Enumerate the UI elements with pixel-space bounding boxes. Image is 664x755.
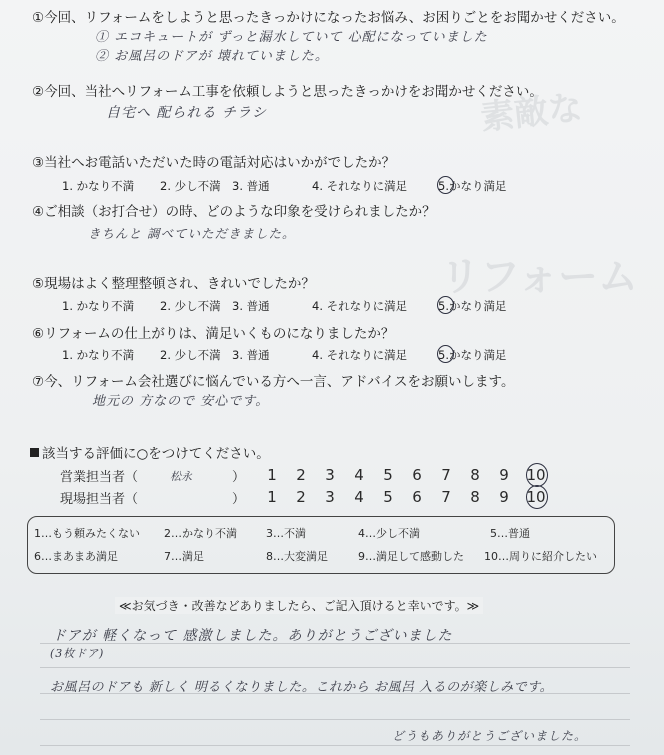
- comment-line-1-note: (3枚ドア): [50, 647, 105, 660]
- rating-paren-close: ）: [232, 492, 246, 507]
- option-q3-1[interactable]: 1. かなり不満: [62, 179, 135, 193]
- rating-label-sales: 営業担当者（: [60, 470, 139, 485]
- comments-banner-text: ≪お気づき・改善などありましたら、ご記入頂けると幸いです。≫: [115, 597, 483, 614]
- question-4: ④ご相談（お打合せ）の時、どのような印象を受けられましたか？: [32, 204, 436, 220]
- rating-site-5[interactable]: 5: [383, 488, 393, 506]
- answer-2: 自宅へ 配られる チラシ: [106, 105, 267, 121]
- rating-site-3[interactable]: 3: [325, 488, 335, 506]
- bleed-through-text: リフォーム: [440, 253, 638, 300]
- answer-1-line-1: ① エコキュートが ずっと漏水していて 心配になっていました: [95, 30, 488, 45]
- rating-sales-3[interactable]: 3: [325, 466, 335, 484]
- rating-sales-1[interactable]: 1: [267, 466, 277, 484]
- rating-sales-8[interactable]: 8: [470, 466, 480, 484]
- answer-4: きちんと 調べていただきました。: [88, 226, 296, 241]
- dot-divider-right: [530, 603, 664, 611]
- rating-sales-4[interactable]: 4: [354, 466, 364, 484]
- option-q6-2[interactable]: 2. 少し不満: [160, 348, 221, 362]
- rating-sales-6[interactable]: 6: [412, 466, 422, 484]
- option-q6-5[interactable]: 5.かなり満足: [438, 348, 507, 362]
- rating-site-7[interactable]: 7: [441, 488, 451, 506]
- legend-item-6: 6…まあまあ満足: [34, 550, 118, 563]
- option-q6-4[interactable]: 4. それなりに満足: [312, 348, 408, 362]
- selected-circle-q3: [437, 176, 454, 194]
- question-7: ⑦今、リフォーム会社選びに悩んでいる方へ一言、アドバイスをお願いします。: [32, 374, 515, 390]
- legend-item-10: 10…周りに紹介したい: [484, 550, 597, 563]
- legend-item-2: 2…かなり不満: [164, 527, 237, 540]
- selected-circle-q6: [437, 345, 454, 363]
- question-2: ②今回、当社へリフォーム工事を依頼しようと思ったきっかけをお聞かせください。: [32, 84, 543, 100]
- option-q6-1[interactable]: 1. かなり不満: [62, 348, 135, 362]
- selected-circle-sales: [526, 463, 548, 487]
- rating-paren-close: ）: [232, 470, 246, 485]
- option-q6-3[interactable]: 3. 普通: [232, 348, 270, 362]
- bleed-through-text: 素敵な: [478, 87, 585, 139]
- question-5: ⑤現場はよく整理整頓され、きれいでしたか？: [32, 276, 315, 292]
- rating-site-6[interactable]: 6: [412, 488, 422, 506]
- rating-site-2[interactable]: 2: [296, 488, 306, 506]
- ruled-line: [40, 719, 630, 720]
- option-q5-2[interactable]: 2. 少し不満: [160, 299, 221, 313]
- rating-heading: [30, 442, 270, 462]
- legend-item-4: 4…少し不満: [358, 527, 420, 540]
- comment-line-2: お風呂のドアも 新しく 明るくなりました。これから お風呂 入るのが楽しみです。: [50, 680, 554, 695]
- comment-line-1: ドアが 軽くなって 感激しました。ありがとうございました: [52, 628, 453, 644]
- rating-sales-2[interactable]: 2: [296, 466, 306, 484]
- square-bullet-icon: [30, 448, 39, 457]
- rating-sales-10[interactable]: 10: [526, 466, 546, 484]
- rating-site-10[interactable]: 10: [526, 488, 546, 506]
- rating-name-sales: 松永: [170, 470, 192, 483]
- rating-sales-5[interactable]: 5: [383, 466, 393, 484]
- ruled-line: [40, 745, 630, 746]
- option-q5-4[interactable]: 4. それなりに満足: [312, 299, 408, 313]
- rating-heading-text: 該当する評価に○をつけてください。: [42, 446, 270, 462]
- comments-banner: [0, 597, 664, 619]
- answer-1-line-2: ② お風呂のドアが 壊れていました。: [95, 49, 329, 64]
- option-q5-1[interactable]: 1. かなり不満: [62, 299, 135, 313]
- legend-item-8: 8…大変満足: [266, 550, 328, 563]
- selected-circle-q5: [437, 296, 454, 314]
- option-q5-5[interactable]: 5.かなり満足: [438, 299, 507, 313]
- rating-site-1[interactable]: 1: [267, 488, 277, 506]
- rating-label-site: 現場担当者（: [60, 492, 139, 507]
- option-q3-4[interactable]: 4. それなりに満足: [312, 179, 408, 193]
- legend-item-7: 7…満足: [164, 550, 204, 563]
- ruled-line: [40, 667, 630, 668]
- answer-7: 地元の 方なので 安心です。: [92, 394, 270, 409]
- option-q3-2[interactable]: 2. 少し不満: [160, 179, 221, 193]
- legend-item-3: 3…不満: [266, 527, 306, 540]
- legend-item-1: 1…もう頼みたくない: [34, 527, 140, 540]
- rating-site-8[interactable]: 8: [470, 488, 480, 506]
- selected-circle-site: [526, 485, 548, 509]
- question-6: ⑥リフォームの仕上がりは、満足いくものになりましたか？: [32, 326, 395, 342]
- rating-sales-7[interactable]: 7: [441, 466, 451, 484]
- rating-site-4[interactable]: 4: [354, 488, 364, 506]
- rating-site-9[interactable]: 9: [499, 488, 509, 506]
- question-3: ③当社へお電話いただいた時の電話対応はいかがでしたか？: [32, 155, 396, 171]
- legend-item-5: 5…普通: [490, 527, 530, 540]
- option-q5-3[interactable]: 3. 普通: [232, 299, 270, 313]
- question-1: ①今回、リフォームをしようと思ったきっかけになったお悩み、お困りごとをお聞かせください。: [32, 10, 625, 26]
- legend-item-9: 9…満足して感動した: [358, 550, 464, 563]
- dot-divider-left: [8, 603, 118, 611]
- option-q3-3[interactable]: 3. 普通: [232, 179, 270, 193]
- comment-line-3: どうもありがとうございました。: [392, 729, 588, 743]
- rating-legend-box: [27, 516, 615, 574]
- rating-sales-9[interactable]: 9: [499, 466, 509, 484]
- option-q3-5[interactable]: 5.かなり満足: [438, 179, 507, 193]
